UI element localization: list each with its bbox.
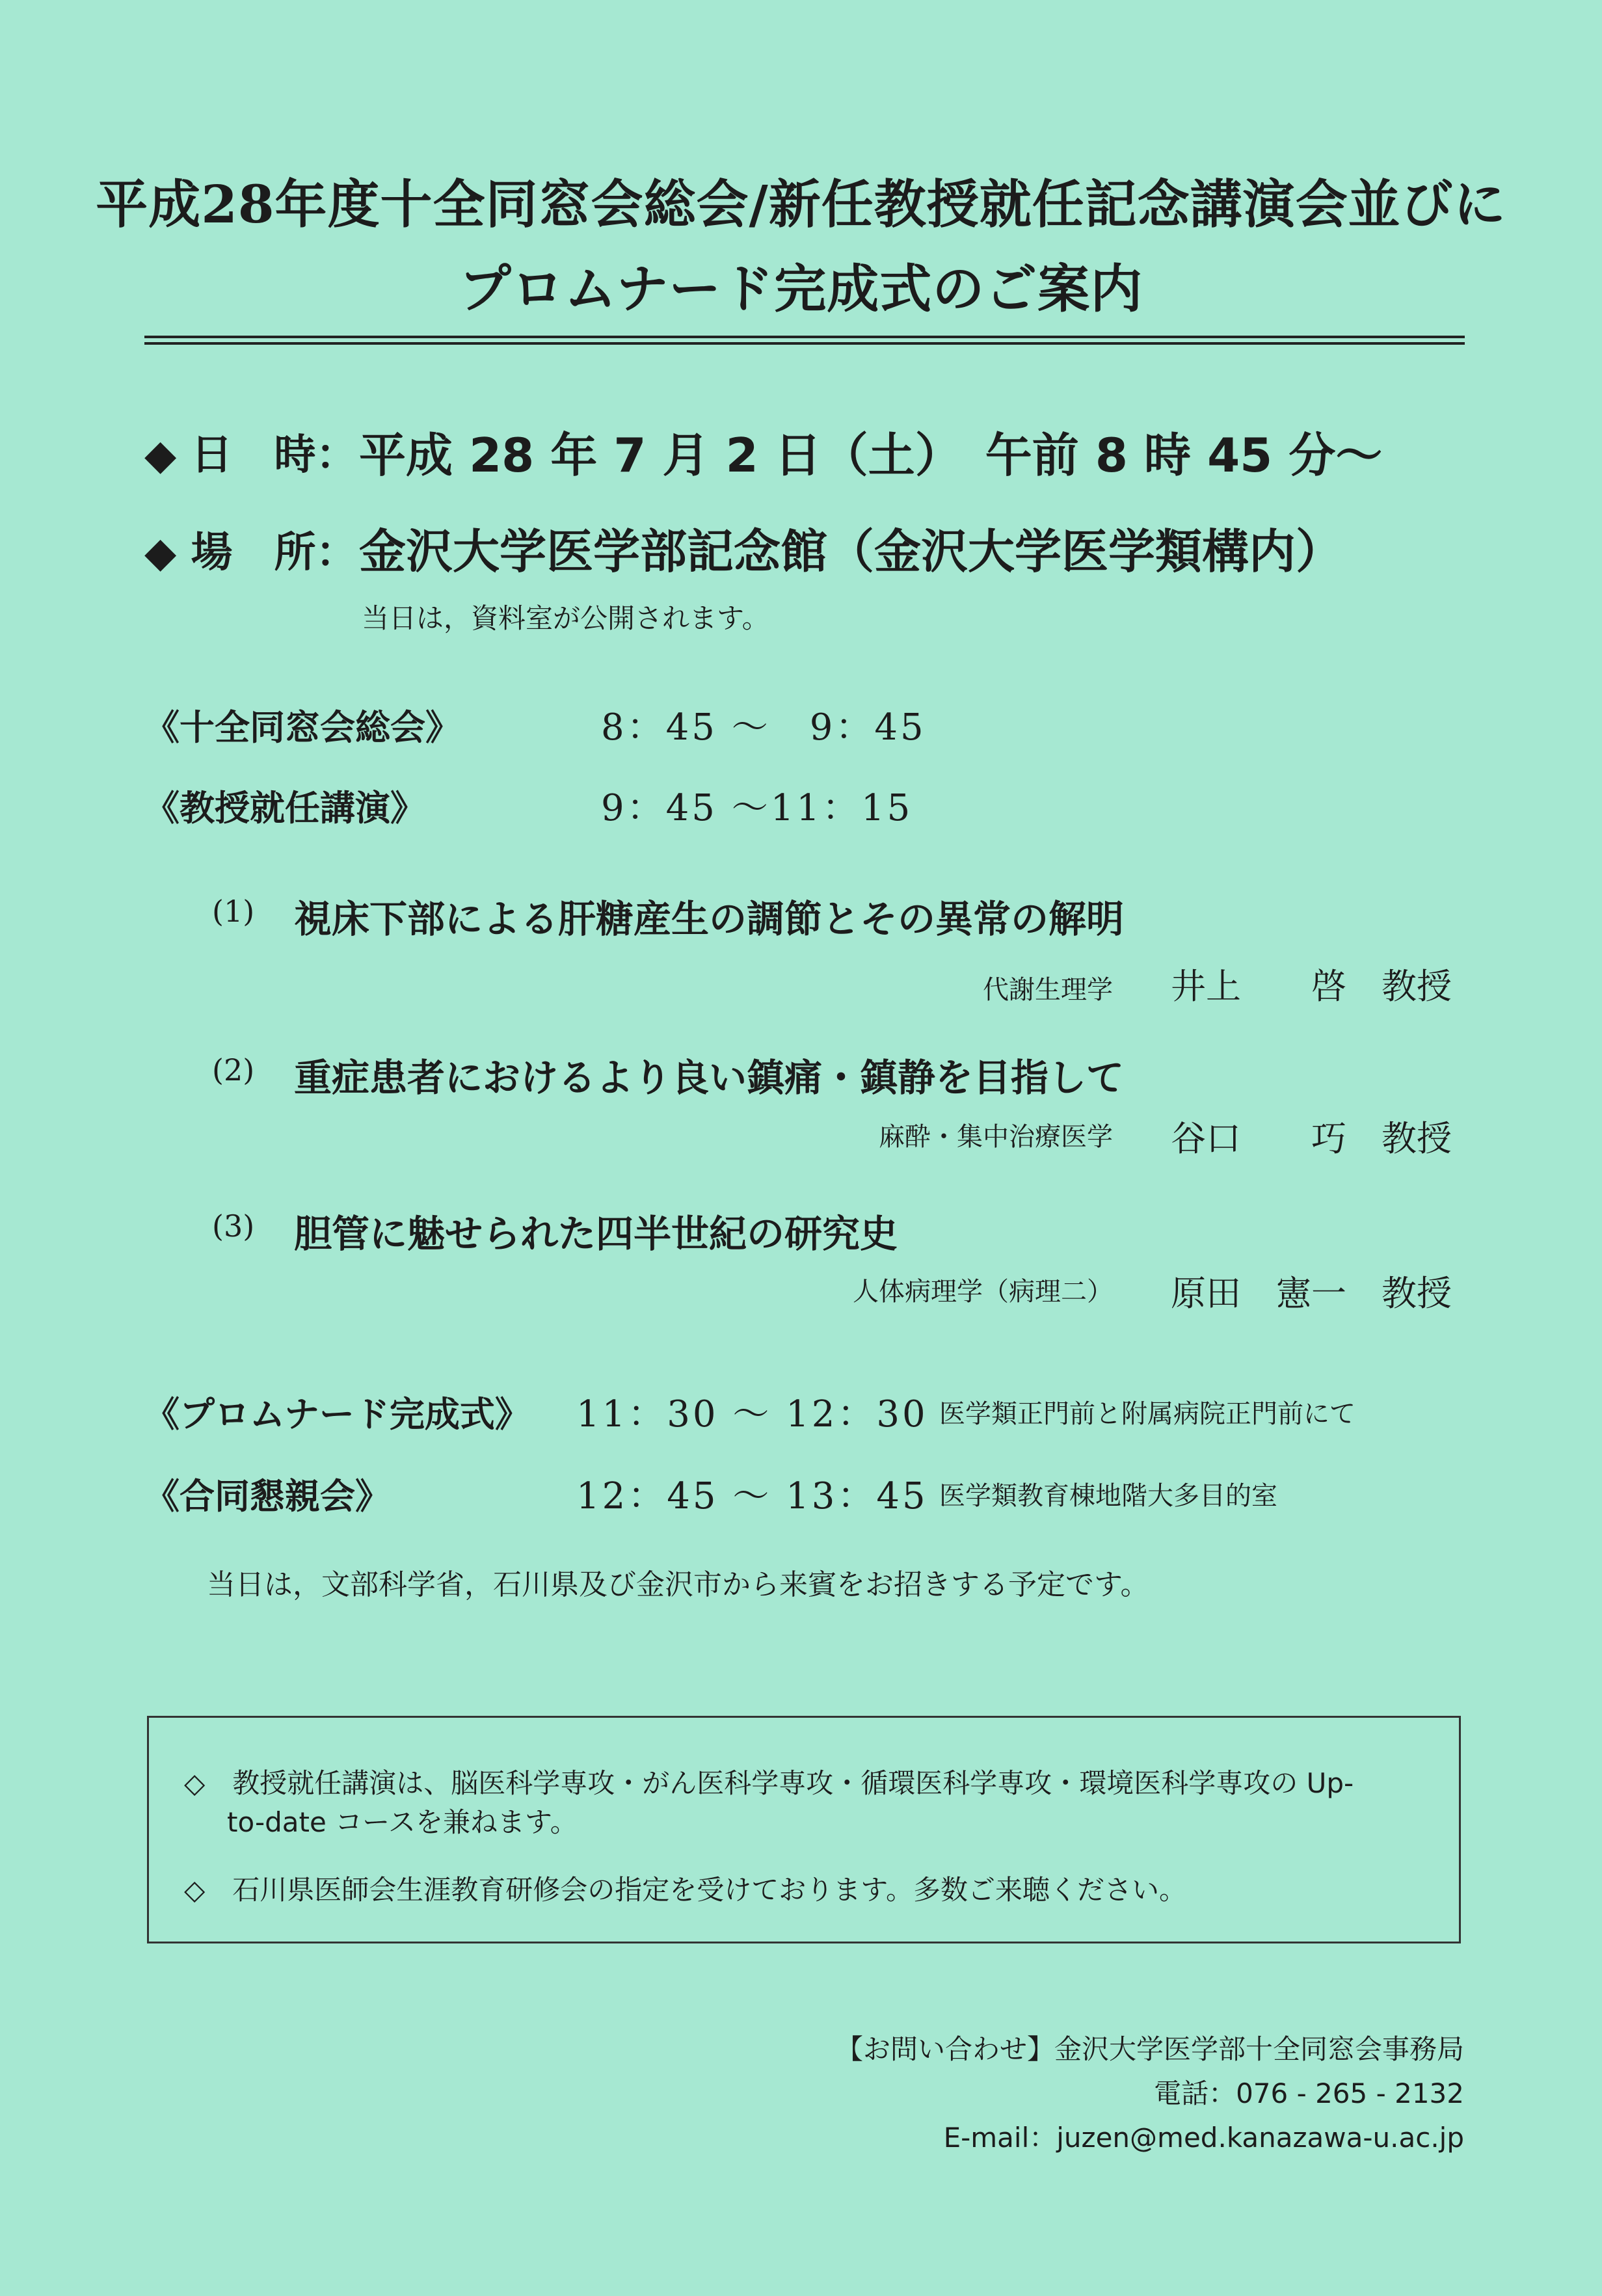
promenade-venue: 医学類正門前と附属病院正門前にて <box>939 1399 1355 1429</box>
lectures-header-time: 9：45 ～11：15 <box>601 787 913 829</box>
title-rule-top <box>144 336 1465 338</box>
general-meeting-label: 《十全同窓会総会》 <box>144 707 461 748</box>
notice-line-2: ◇ 石川県医師会生涯教育研修会の指定を受けております。多数ご来聴ください。 <box>184 1874 1186 1906</box>
datetime-label: ◆ 日 時： <box>144 431 358 479</box>
lecture-2-number: (2) <box>212 1052 255 1088</box>
promenade-time: 11：30 ～ 12：30 <box>576 1393 928 1435</box>
lecture-2-title: 重症患者におけるより良い鎮痛・鎮静を目指して <box>294 1056 1125 1100</box>
datetime-value: 平成 28 年 7 月 2 日（土） 午前 8 時 45 分～ <box>359 428 1383 483</box>
lecture-1-professor: 井上 啓 教授 <box>1171 966 1452 1007</box>
lecture-1-number: (1) <box>212 894 255 929</box>
lecture-2-professor: 谷口 巧 教授 <box>1171 1118 1452 1159</box>
reception-time: 12：45 ～ 13：45 <box>576 1475 928 1517</box>
notice-line-1a: ◇ 教授就任講演は、脳医科学専攻・がん医科学専攻・循環医科学専攻・環境医科学専攻の Up- <box>184 1767 1354 1799</box>
lecture-3-professor: 原田 憲一 教授 <box>1171 1273 1452 1314</box>
reception-venue: 医学類教育棟地階大多目的室 <box>939 1481 1277 1511</box>
guest-note: 当日は，文部科学省，石川県及び金沢市から来賓をお招きする予定です。 <box>207 1568 1149 1601</box>
lecture-1-dept: 代謝生理学 <box>983 975 1113 1005</box>
title-line-1: 平成28年度十全同窓会総会/新任教授就任記念講演会並びに <box>96 174 1506 235</box>
lecture-3-title: 胆管に魅せられた四半世紀の研究史 <box>294 1212 898 1256</box>
notice-box <box>147 1716 1461 1943</box>
title-rule-bottom <box>144 342 1465 345</box>
lecture-3-number: (3) <box>212 1208 255 1244</box>
general-meeting-time: 8：45 ～ 9：45 <box>601 706 926 749</box>
contact-office: 【お問い合わせ】金沢大学医学部十全同窓会事務局 <box>835 2033 1464 2065</box>
contact-phone: 電話：076 - 265 - 2132 <box>1154 2077 1464 2109</box>
notice-line-1b: to-date コースを兼ねます。 <box>227 1806 578 1838</box>
reception-label: 《合同懇親会》 <box>144 1476 390 1517</box>
lecture-3-dept: 人体病理学（病理二） <box>853 1277 1113 1307</box>
contact-email[interactable]: E-mail：juzen@med.kanazawa-u.ac.jp <box>943 2122 1464 2154</box>
promenade-label: 《プロムナード完成式》 <box>144 1394 530 1435</box>
lecture-2-dept: 麻酔・集中治療医学 <box>879 1122 1113 1152</box>
lecture-1-title: 視床下部による肝糖産生の調節とその異常の解明 <box>294 897 1125 941</box>
place-value: 金沢大学医学部記念館（金沢大学医学類構内） <box>359 524 1343 579</box>
lectures-header-label: 《教授就任講演》 <box>144 788 425 829</box>
title-line-2: プロムナード完成式のご案内 <box>459 258 1143 319</box>
place-note: 当日は，資料室が公開されます。 <box>362 602 769 634</box>
place-label: ◆ 場 所： <box>144 529 358 577</box>
